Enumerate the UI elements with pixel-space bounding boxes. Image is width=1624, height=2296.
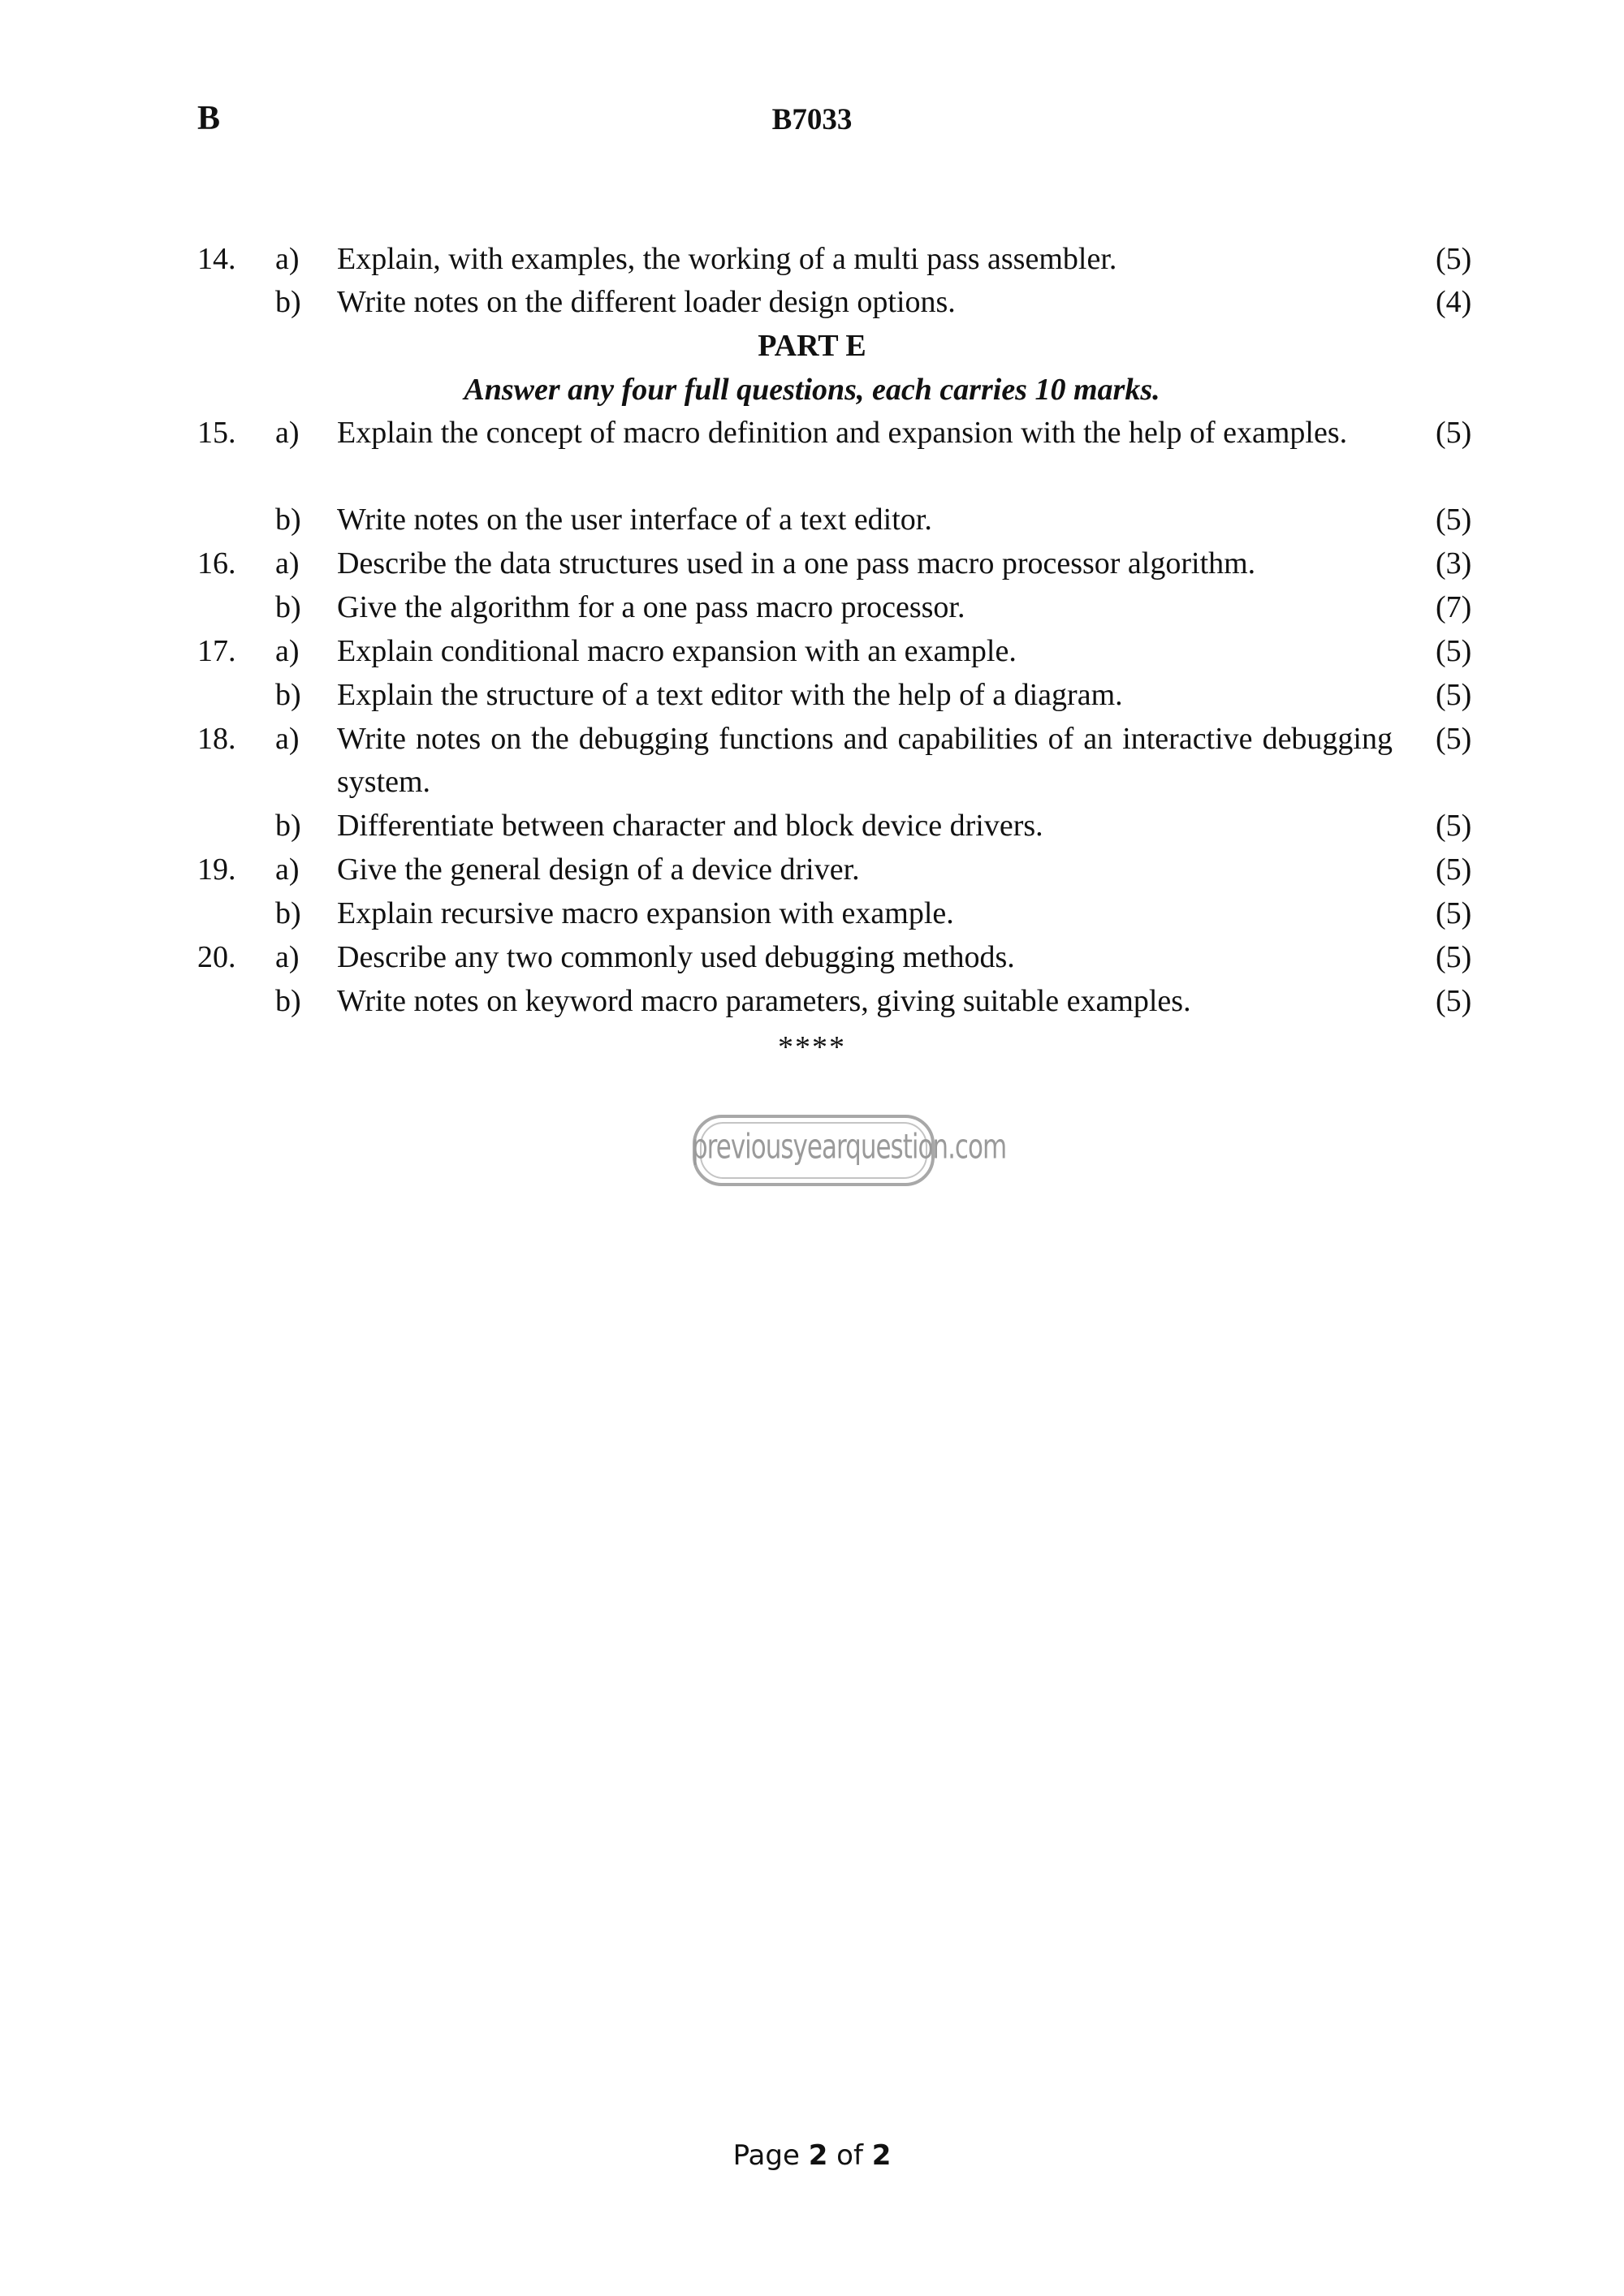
question-marks: (5) (1436, 940, 1472, 974)
question-number: 15. (197, 416, 236, 450)
sub-question-label: b) (275, 285, 301, 319)
question-text: Explain recursive macro expansion with example. (337, 896, 954, 930)
question-marks: (7) (1436, 590, 1472, 624)
watermark-text: previousyearquestion.com (692, 1127, 1007, 1167)
question-marks: (5) (1436, 984, 1472, 1018)
question-text: Explain conditional macro expansion with an example. (337, 634, 1017, 668)
question-text: Write notes on the user interface of a text editor. (337, 503, 932, 537)
page-footer (0, 2139, 1624, 2172)
question-marks: (5) (1436, 503, 1472, 537)
part-title: PART E (758, 329, 866, 363)
question-number: 20. (197, 940, 236, 974)
question-marks: (3) (1436, 546, 1472, 580)
question-marks: (5) (1436, 722, 1472, 756)
question-text: Explain the concept of macro definition and expansion with the help of examples. (337, 416, 1348, 450)
question-marks: (5) (1436, 809, 1472, 843)
question-text: Write notes on the different loader design options. (337, 285, 956, 319)
sub-question-label: b) (275, 896, 301, 930)
question-marks: (5) (1436, 896, 1472, 930)
sub-question-label: b) (275, 809, 301, 843)
sub-question-label: b) (275, 503, 301, 537)
footer-total-pages: 2 (871, 2139, 892, 2172)
question-text: Give the general design of a device driver. (337, 852, 860, 887)
question-text: Explain the structure of a text editor with the help of a diagram. (337, 678, 1123, 712)
question-marks: (5) (1436, 242, 1472, 276)
part-instruction: Answer any four full questions, each carries 10 marks. (464, 373, 1160, 407)
sub-question-label: a) (275, 722, 300, 756)
sub-question-label: a) (275, 242, 300, 276)
question-text: Explain, with examples, the working of a multi pass assembler. (337, 242, 1117, 276)
series-label: B (197, 100, 221, 137)
question-number: 19. (197, 852, 236, 887)
sub-question-label: a) (275, 634, 300, 668)
sub-question-label: b) (275, 984, 301, 1018)
question-number: 18. (197, 722, 236, 756)
question-text: Write notes on the debugging functions and capabilities of an interactive debugging system. (337, 722, 1393, 799)
question-text: Give the algorithm for a one pass macro processor. (337, 590, 965, 624)
sub-question-label: a) (275, 546, 300, 580)
sub-question-label: b) (275, 590, 301, 624)
end-of-paper-mark: **** (778, 1030, 846, 1064)
question-marks: (5) (1436, 416, 1472, 450)
question-number: 17. (197, 634, 236, 668)
question-text: Differentiate between character and block device drivers. (337, 809, 1043, 843)
question-marks: (5) (1436, 852, 1472, 887)
watermark-logo (692, 1111, 1007, 1189)
question-text: Describe any two commonly used debugging methods. (337, 940, 1015, 974)
sub-question-label: a) (275, 852, 300, 887)
question-marks: (5) (1436, 678, 1472, 712)
question-number: 16. (197, 546, 236, 580)
question-marks: (4) (1436, 285, 1472, 319)
question-text: Write notes on keyword macro parameters, giving suitable examples. (337, 984, 1191, 1018)
question-text: Describe the data structures used in a one pass macro processor algorithm. (337, 546, 1256, 580)
question-number: 14. (197, 242, 236, 276)
question-marks: (5) (1436, 634, 1472, 668)
sub-question-label: a) (275, 940, 300, 974)
sub-question-label: b) (275, 678, 301, 712)
footer-of-label: of (836, 2139, 863, 2172)
sub-question-label: a) (275, 416, 300, 450)
footer-current-page: 2 (808, 2139, 828, 2172)
paper-code: B7033 (771, 103, 853, 136)
footer-page-label: Page (732, 2139, 800, 2172)
